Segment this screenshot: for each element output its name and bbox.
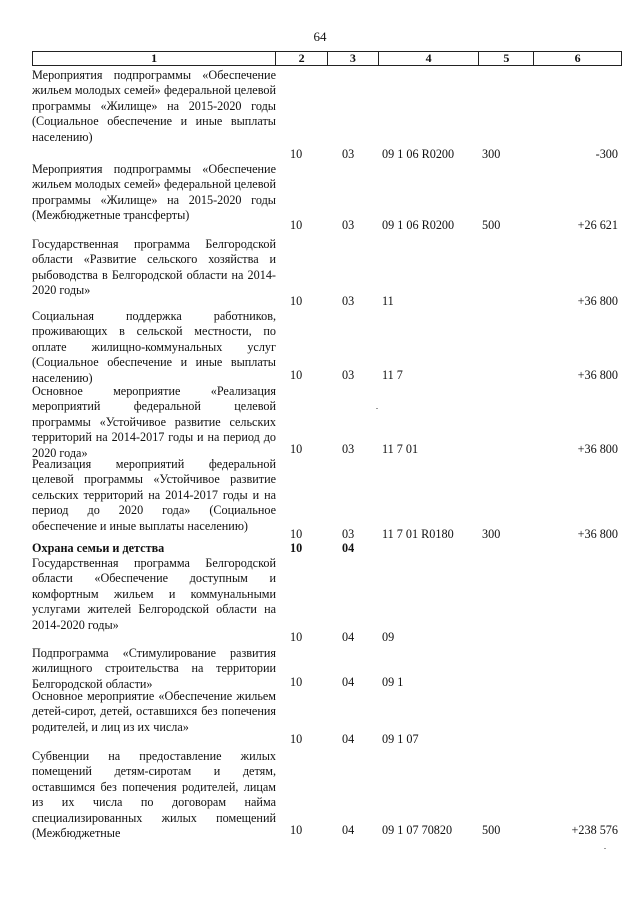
row-description: Основное мероприятие «Реализация мероприятий федеральной целевой программы «Устойчивое развитие сельских территорий на 2014-2017 годы и на период до 2020 года» (32, 384, 276, 460)
header-col-4: 4 (379, 52, 480, 65)
cell-section: 10 (290, 293, 303, 308)
row-description: Государственная программа Белгородской области «Обеспечение доступным и комфортным жильем и коммунальными услугами жителей Белгородской области на 2014-2020 годы» (32, 556, 276, 632)
cell-section: 10 (290, 367, 303, 382)
row-description: Охрана семьи и детства (32, 541, 165, 555)
header-col-2: 2 (276, 52, 328, 65)
table-row (32, 556, 622, 645)
cell-subsection: 03 (342, 526, 355, 541)
row-description: Мероприятия подпрограммы «Обеспечение жильем молодых семей» федеральной целевой программы «Жилище» на 2015-2020 годы (Межбюджетные трансферты) (32, 162, 276, 223)
cell-subsection: 04 (342, 822, 355, 837)
header-col-6: 6 (574, 51, 581, 65)
scan-speck (604, 848, 606, 849)
table-row (32, 309, 622, 383)
table-row (32, 237, 622, 309)
cell-target-article: 11 (382, 293, 394, 308)
cell-expense-type: 300 (482, 526, 501, 541)
row-description: Мероприятия подпрограммы «Обеспечение жильем молодых семей» федеральной целевой программы «Жилище» на 2015-2020 годы (Социальное обеспечение и иные выплаты населению) (32, 68, 276, 144)
cell-subsection: 03 (342, 146, 355, 161)
cell-section: 10 (290, 731, 303, 746)
cell-subsection: 03 (342, 367, 355, 382)
cell-subsection: 04 (342, 540, 355, 555)
cell-subsection: 03 (342, 441, 355, 456)
cell-amount: -300 (595, 146, 618, 161)
row-description: Основное мероприятие «Обеспечение жильем детей-сирот, детей, оставшихся без попечения родителей, и лиц из их числа» (32, 689, 276, 734)
row-description: Государственная программа Белгородской области «Развитие сельского хозяйства и рыбоводства в Белгородской области на 2014-2020 годы» (32, 237, 276, 298)
cell-amount: +26 621 (577, 217, 618, 232)
cell-subsection: 04 (342, 731, 355, 746)
cell-expense-type: 500 (482, 217, 501, 232)
cell-amount: +36 800 (577, 526, 618, 541)
cell-target-article: 09 1 07 70820 (382, 822, 453, 837)
cell-amount: +36 800 (577, 441, 618, 456)
table-header (32, 51, 622, 66)
table-row (32, 689, 622, 747)
cell-section: 10 (290, 674, 303, 689)
cell-section: 10 (290, 217, 303, 232)
cell-subsection: 03 (342, 293, 355, 308)
table-row (32, 749, 622, 841)
cell-target-article: 11 7 (382, 367, 403, 382)
header-col-1: 1 (33, 52, 276, 65)
table-row (32, 162, 622, 233)
row-description: Подпрограмма «Стимулирование развития жилищного строительства на территории Белгородской области» (32, 646, 276, 691)
cell-target-article: 11 7 01 R0180 (382, 526, 454, 541)
table-row (32, 457, 622, 542)
cell-section: 10 (290, 146, 303, 161)
table-row (32, 384, 622, 460)
header-col-5: 5 (479, 52, 534, 65)
cell-section: 10 (290, 822, 303, 837)
row-description: Социальная поддержка работников, проживающих в сельской местности, по оплате жилищно-коммунальных услуг (Социальное обеспечение и иные выплаты населению) (32, 309, 276, 385)
cell-section: 10 (290, 526, 303, 541)
cell-amount: +238 576 (571, 822, 618, 837)
cell-target-article: 09 1 (382, 674, 404, 689)
cell-subsection: 04 (342, 674, 355, 689)
cell-target-article: 09 1 06 R0200 (382, 146, 455, 161)
cell-section: 10 (290, 629, 303, 644)
cell-target-article: 09 1 06 R0200 (382, 217, 455, 232)
page-number: 64 (313, 29, 327, 44)
cell-target-article: 09 (382, 629, 395, 644)
table-row-section-heading (32, 541, 622, 556)
table-row (32, 646, 622, 690)
cell-subsection: 03 (342, 217, 355, 232)
cell-amount: +36 800 (577, 367, 618, 382)
cell-section: 10 (290, 441, 303, 456)
row-description: Субвенции на предоставление жилых помещений детям-сиротам и детям, оставшимся без попечения родителей, лицам из их числа по договорам найма специализированных жилых помещений (Межбюджетные (32, 749, 276, 841)
row-description: Реализация мероприятий федеральной целевой программы «Устойчивое развитие сельских территорий на 2014-2017 годы и на период до 2020 года» (Социальное обеспечение и иные выплаты населению) (32, 457, 276, 533)
cell-expense-type: 300 (482, 146, 501, 161)
cell-target-article: 09 1 07 (382, 731, 419, 746)
cell-amount: +36 800 (577, 293, 618, 308)
cell-target-article: 11 7 01 (382, 441, 419, 456)
cell-expense-type: 500 (482, 822, 501, 837)
table-row (32, 68, 622, 162)
cell-subsection: 04 (342, 629, 355, 644)
cell-section: 10 (290, 540, 303, 555)
header-col-3: 3 (328, 52, 379, 65)
scan-speck (376, 408, 378, 409)
